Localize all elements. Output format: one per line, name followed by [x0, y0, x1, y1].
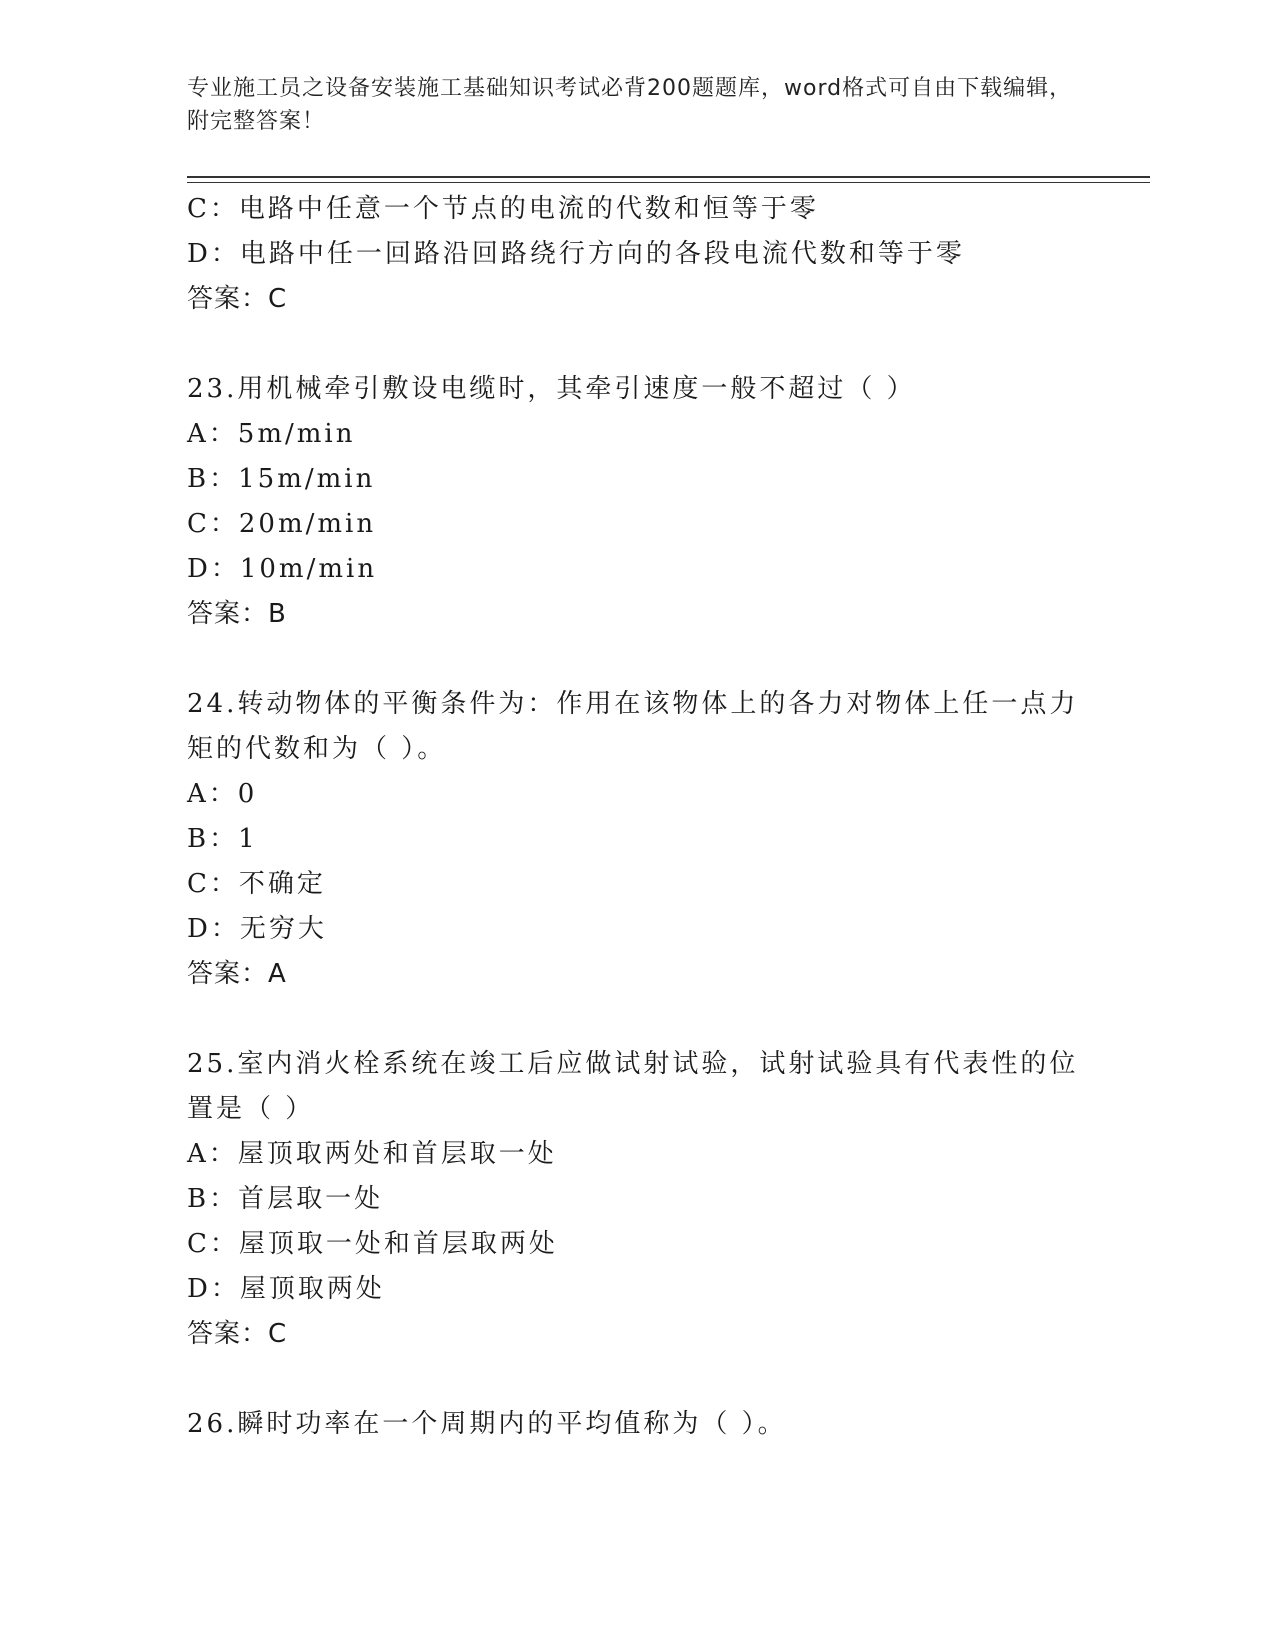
- question-list: [187, 187, 1087, 1447]
- spacer: [187, 322, 1087, 367]
- option-a: A：屋顶取两处和首层取一处: [187, 1139, 557, 1169]
- answer: 答案：C: [187, 1319, 288, 1349]
- question-stem: 23.用机械牵引敷设电缆时，其牵引速度一般不超过（ ）: [187, 374, 916, 404]
- spacer: [187, 1357, 1087, 1402]
- header-divider-thick: [187, 176, 1150, 178]
- option-b: B：首层取一处: [187, 1184, 384, 1214]
- question-stem-line-2: 矩的代数和为（ ）。: [187, 734, 447, 764]
- spacer: [187, 637, 1087, 682]
- question-stem-line-1: 25.室内消火栓系统在竣工后应做试射试验，试射试验具有代表性的位: [187, 1049, 1079, 1079]
- header-divider-thin: [187, 182, 1150, 183]
- option-d: D：电路中任一回路沿回路绕行方向的各段电流代数和等于零: [187, 239, 965, 269]
- answer: 答案：B: [187, 599, 287, 629]
- option-d: D：10m/min: [187, 554, 378, 584]
- option-d: D：屋顶取两处: [187, 1274, 385, 1304]
- answer: 答案：A: [187, 959, 287, 989]
- option-c: C：不确定: [187, 869, 326, 899]
- option-b: B：1: [187, 824, 258, 854]
- option-a: A：5m/min: [187, 419, 356, 449]
- document-header: 专业施工员之设备安装施工基础知识考试必背200题题库，word格式可自由下载编辑，附完整答案！: [187, 76, 1073, 134]
- option-b: B：15m/min: [187, 464, 376, 494]
- option-c: C：20m/min: [187, 509, 377, 539]
- question-stem-line-2: 置是（ ）: [187, 1094, 315, 1124]
- question-stem: 26.瞬时功率在一个周期内的平均值称为（ ）。: [187, 1409, 787, 1439]
- spacer: [187, 997, 1087, 1042]
- answer: 答案：C: [187, 284, 288, 314]
- option-c: C：电路中任意一个节点的电流的代数和恒等于零: [187, 194, 819, 224]
- option-a: A：0: [187, 779, 258, 809]
- question-stem-line-1: 24.转动物体的平衡条件为：作用在该物体上的各力对物体上任一点力: [187, 689, 1079, 719]
- option-d: D：无穷大: [187, 914, 327, 944]
- option-c: C：屋顶取一处和首层取两处: [187, 1229, 558, 1259]
